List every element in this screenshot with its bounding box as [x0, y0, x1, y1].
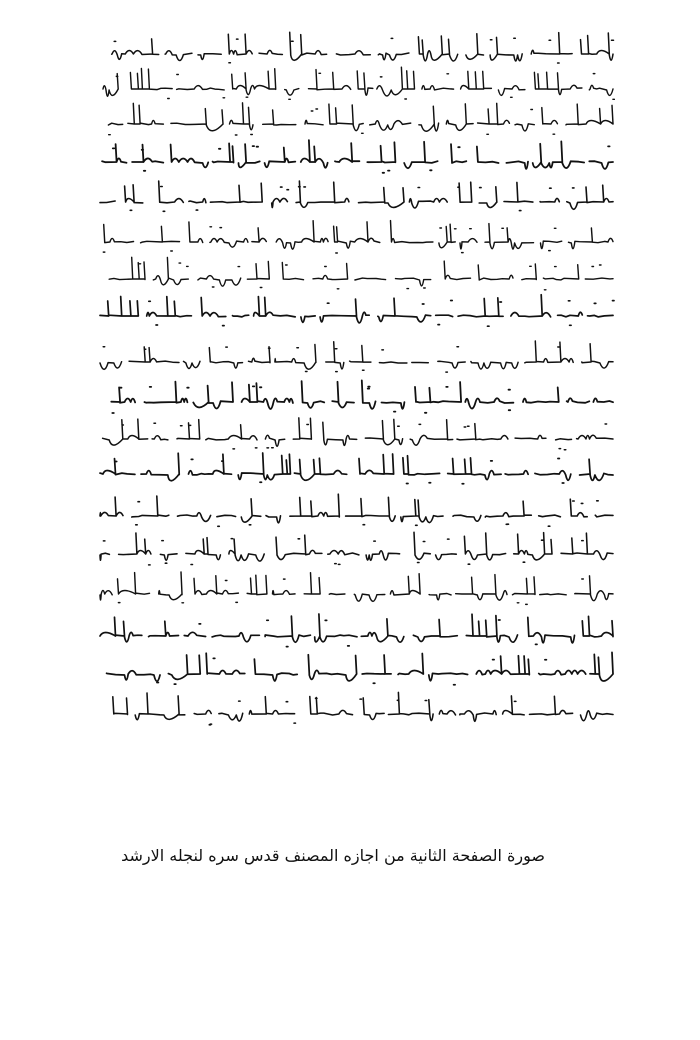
ink-stroke	[100, 181, 613, 211]
ink-stroke	[100, 532, 613, 565]
handwriting-strokes	[95, 682, 615, 732]
ink-stroke	[100, 453, 613, 484]
manuscript-caption: صورة الصفحة الثانية من اجازه المصنف قدس سره لنجله الارشد	[121, 846, 545, 865]
ink-stroke	[102, 140, 613, 173]
ink-stroke	[100, 572, 613, 604]
ink-stroke	[107, 652, 613, 684]
ink-stroke	[100, 341, 613, 372]
manuscript-line	[95, 284, 615, 334]
manuscript-line	[95, 682, 615, 732]
manuscript-image	[95, 22, 615, 742]
handwriting-strokes	[95, 284, 615, 334]
ink-stroke	[100, 295, 614, 327]
ink-stroke	[113, 692, 613, 724]
